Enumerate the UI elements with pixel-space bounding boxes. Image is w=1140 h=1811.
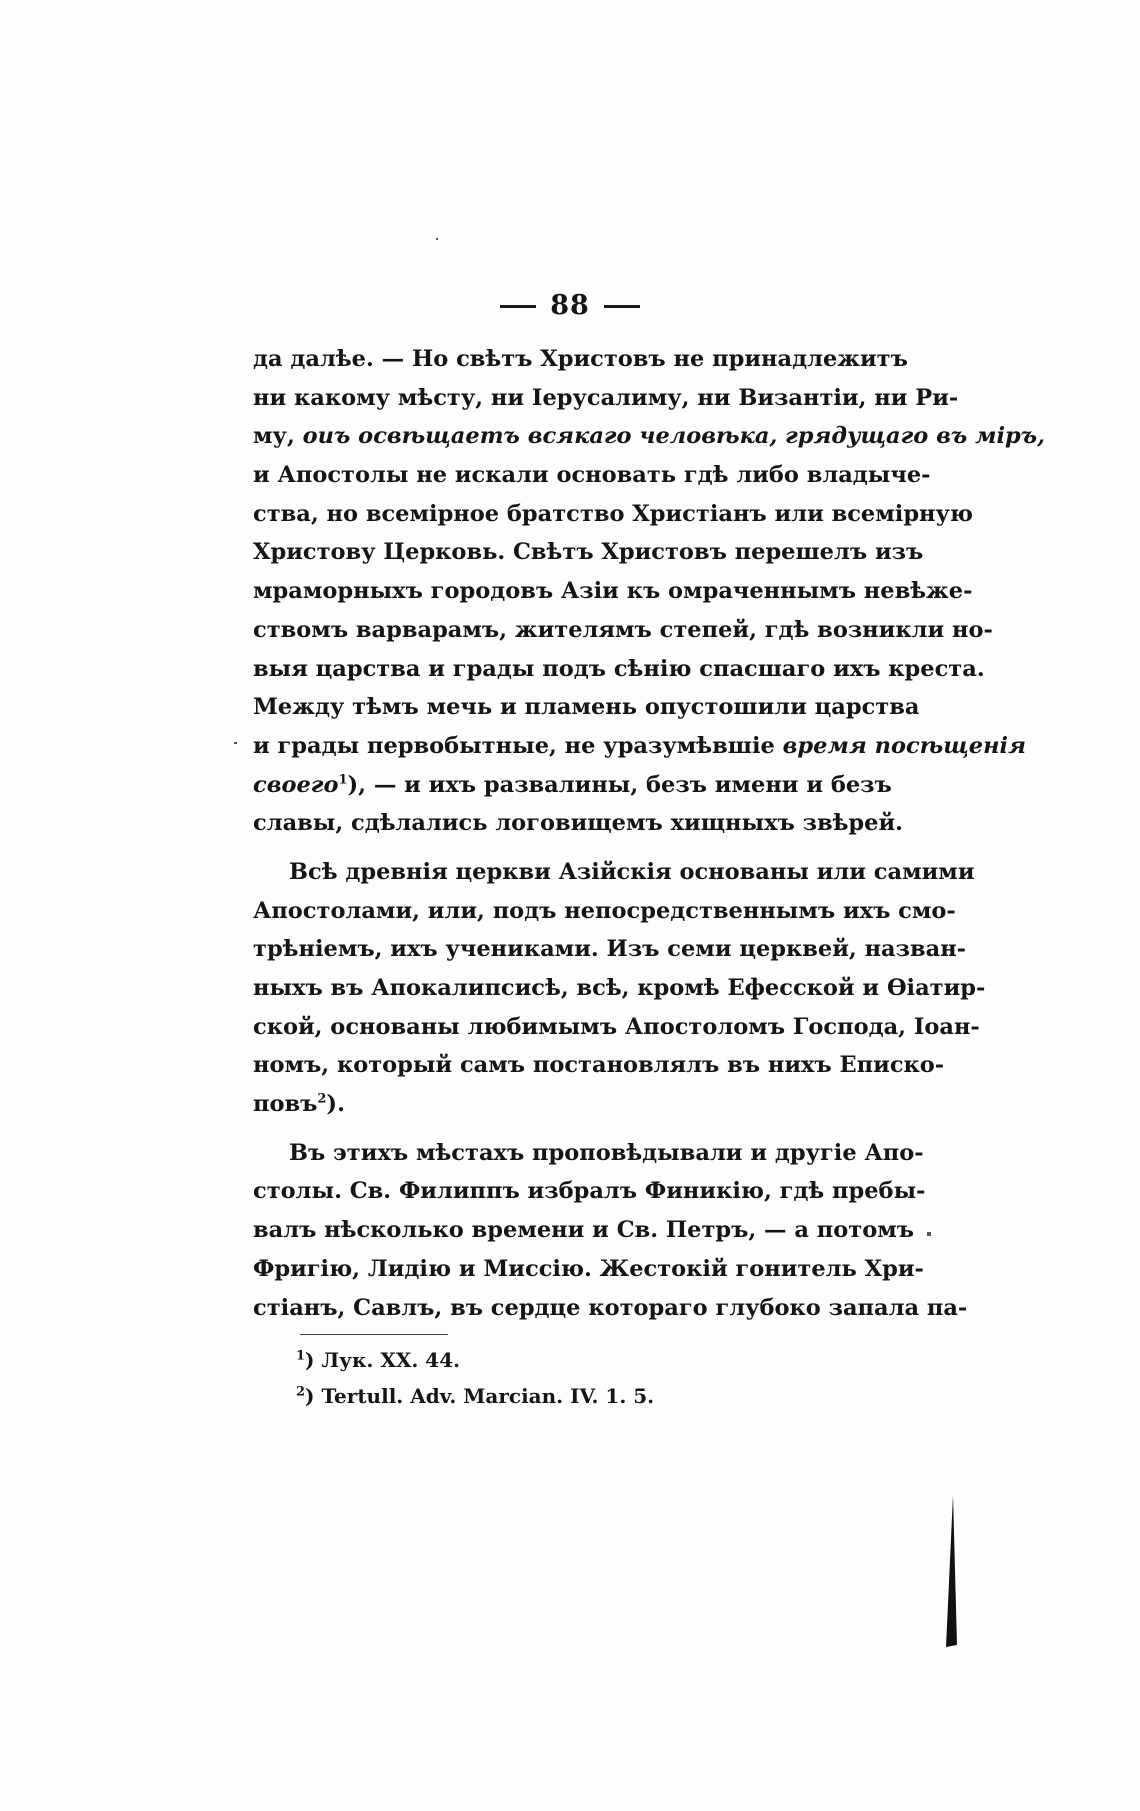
text-span: ). <box>326 1091 345 1118</box>
text-line <box>253 727 1026 766</box>
main-text <box>253 340 1045 1327</box>
text-line <box>253 1085 885 1124</box>
text-line: номъ, который самъ постановлялъ въ нихъ Еписко- <box>253 1052 945 1079</box>
text-line: Христову Церковь. Свѣтъ Христовъ перешелъ изъ <box>253 539 924 566</box>
footnotes <box>296 1342 654 1414</box>
text-line: ни какому мѣсту, ни Іерусалиму, ни Византіи, ни Ри- <box>253 384 959 411</box>
italic-quote: своего <box>253 771 339 798</box>
ink-speck <box>927 1232 931 1236</box>
page-number-value: 88 <box>550 290 590 321</box>
paragraph-gap <box>253 1124 885 1134</box>
page-number-right-dash <box>604 305 640 308</box>
text-line: Апостолами, или, подъ непосредственнымъ ихъ смо- <box>253 897 956 924</box>
italic-quote: время посѣщенія <box>782 732 1026 759</box>
text-line: Всѣ древнія церкви Азійскія основаны или самими <box>289 858 975 885</box>
text-line: Фригію, Лидію и Миссію. Жестокій гонитель Хри- <box>253 1255 924 1282</box>
text-line: мраморныхъ городовъ Азіи къ омраченнымъ невѣже- <box>253 578 973 605</box>
footnote-rule <box>300 1334 448 1335</box>
text-line: столы. Св. Филиппъ избралъ Финикію, гдѣ пребы- <box>253 1178 926 1205</box>
paragraph-gap <box>253 843 885 853</box>
text-line: Въ этихъ мѣстахъ проповѣдывали и другіе Апо- <box>289 1139 924 1166</box>
ink-speck <box>436 238 438 240</box>
page-number <box>0 290 1140 321</box>
text-span: му, <box>253 423 303 450</box>
ink-stroke-mark <box>940 1495 962 1650</box>
ink-speck <box>234 742 237 744</box>
footnote-text: ) Лук. XX. 44. <box>305 1348 461 1372</box>
text-line: ства, но всемірное братство Христіанъ или всемірную <box>253 500 973 527</box>
text-line: Между тѣмъ мечь и пламень опустошили царства <box>253 694 920 721</box>
text-line: ныхъ въ Апокалипсисѣ, всѣ, кромѣ Ефесской и Ѳіатир- <box>253 975 986 1001</box>
text-line: ской, основаны любимымъ Апостоломъ Господа, Іоан- <box>253 1013 980 1040</box>
text-line: славы, сдѣлались логовищемъ хищныхъ звѣрей. <box>253 810 903 837</box>
text-line <box>253 766 892 805</box>
text-span: повъ <box>253 1091 318 1118</box>
text-line: выя царства и грады подъ сѣнію спасшаго ихъ креста. <box>253 655 985 682</box>
footnote <box>296 1378 654 1414</box>
italic-quote: оиъ освѣщаетъ всякаго человѣка, грядущаго въ міръ, <box>302 423 1045 450</box>
footnote <box>296 1342 654 1378</box>
text-line: трѣніемъ, ихъ учениками. Изъ семи церквей, назван- <box>253 936 967 963</box>
text-line: стіанъ, Савлъ, въ сердце котораго глубоко запала па- <box>253 1294 968 1321</box>
footnote-ref: 1 <box>338 772 348 788</box>
text-line: да далѣе. — Но свѣтъ Христовъ не принадлежитъ <box>253 346 908 372</box>
footnote-mark: 2 <box>296 1384 306 1400</box>
footnote-text: ) Tertull. Adv. Marcian. IV. 1. 5. <box>305 1384 655 1408</box>
text-line: ствомъ варварамъ, жителямъ степей, гдѣ возникли но- <box>253 616 993 643</box>
text-span: и грады первобытные, не уразумѣвшіе <box>253 732 783 759</box>
footnote-ref: 2 <box>317 1091 327 1107</box>
footnote-mark: 1 <box>296 1348 306 1364</box>
text-span: ), — и ихъ развалины, безъ имени и безъ <box>347 771 892 798</box>
page-number-left-dash <box>500 305 536 308</box>
text-line: и Апостолы не искали основать гдѣ либо владыче- <box>253 462 931 489</box>
text-line <box>253 417 1045 456</box>
text-line: валъ нѣсколько времени и Св. Петръ, — а потомъ <box>253 1217 915 1244</box>
